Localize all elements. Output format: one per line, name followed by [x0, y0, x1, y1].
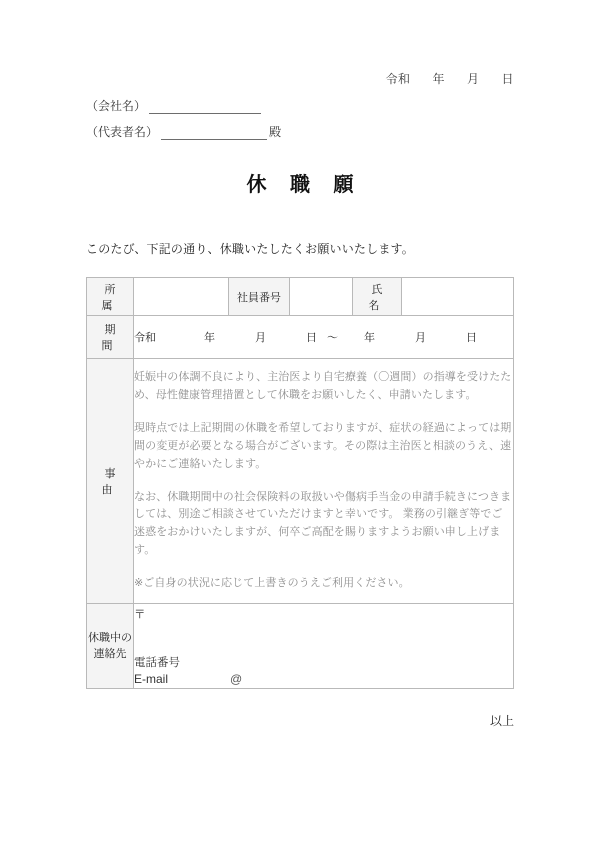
period-input-cell[interactable] [134, 316, 514, 359]
telephone-field[interactable] [134, 654, 513, 670]
contact-body-input[interactable] [134, 604, 514, 689]
period-start-year: 年 [204, 332, 215, 344]
date-year-unit: 年 [432, 72, 445, 86]
employee-number-input[interactable] [290, 278, 353, 316]
period-end-day: 日 [466, 332, 477, 344]
period-label: 期 間 [87, 316, 134, 359]
email-at-symbol: @ [230, 672, 243, 686]
employee-name-input[interactable] [402, 278, 514, 316]
table-row-period [87, 316, 514, 359]
company-name-row [86, 97, 281, 114]
closing-text: 以上 [489, 714, 514, 728]
telephone-label: 電話番号 [134, 657, 180, 669]
email-field[interactable] [134, 672, 513, 686]
intro-text: このたび、下記の通り、休職いたしたくお願いいたします。 [86, 242, 414, 256]
period-start-day: 日 [306, 332, 317, 344]
representative-name-row [86, 123, 281, 140]
contact-label: 休職中の連絡先 [87, 604, 134, 689]
representative-name-label: （代表者名） [86, 125, 159, 139]
honorific-label: 殿 [269, 125, 282, 139]
date-era: 令和 [385, 72, 411, 86]
date-line [0, 70, 600, 87]
addressee-block [86, 97, 281, 149]
reason-paragraph: 現時点では上記期間の休職を希望しておりますが、症状の経過によっては期間の変更が必要となる場合がございます。その際は主治医と相談のうえ、速やかにご連絡いたします。 [134, 422, 512, 470]
reason-paragraph: なお、休職期間中の社会保険料の取扱いや傷病手当金の申請手続きにつきましては、別途ご相談させていただけますと幸いです。 業務の引継ぎ等でご迷惑をおかけいたしますが、何卒ご高配を賜りますようお願い申し上げます。 [134, 490, 512, 556]
employee-number-label: 社員番号 [229, 278, 290, 316]
department-label: 所 属 [87, 278, 134, 316]
company-name-label: （会社名） [86, 99, 147, 113]
request-form-table [86, 277, 514, 689]
date-month-unit: 月 [466, 72, 480, 86]
reason-body-input[interactable] [134, 359, 514, 604]
table-row-contact [87, 604, 514, 689]
postal-mark-icon: 〒 [134, 609, 146, 621]
reason-paragraph: 妊娠中の体調不良により、主治医より自宅療養（〇週間）の指導を受けたため、母性健康管理措置として休職をお願いしたく、申請いたします。 [134, 371, 512, 402]
table-row-reason [87, 359, 514, 604]
date-day-unit: 日 [501, 72, 514, 86]
reason-note: ※ご自身の状況に応じて上書きのうえご利用ください。 [134, 576, 410, 589]
representative-name-input[interactable] [161, 126, 267, 140]
period-era: 令和 [134, 332, 156, 344]
department-input[interactable] [134, 278, 229, 316]
employee-name-label: 氏 名 [353, 278, 402, 316]
company-name-input[interactable] [149, 100, 261, 114]
period-end-month: 月 [415, 332, 426, 344]
reason-label: 事 由 [87, 359, 134, 604]
period-range-tilde: ～ [327, 332, 338, 344]
period-end-year: 年 [364, 332, 375, 344]
period-start-month: 月 [255, 332, 266, 344]
postal-code-field[interactable] [134, 606, 513, 622]
email-label: E-mail [134, 672, 169, 686]
page-title: 休 職 願 [246, 174, 363, 196]
table-row-department [87, 278, 514, 316]
